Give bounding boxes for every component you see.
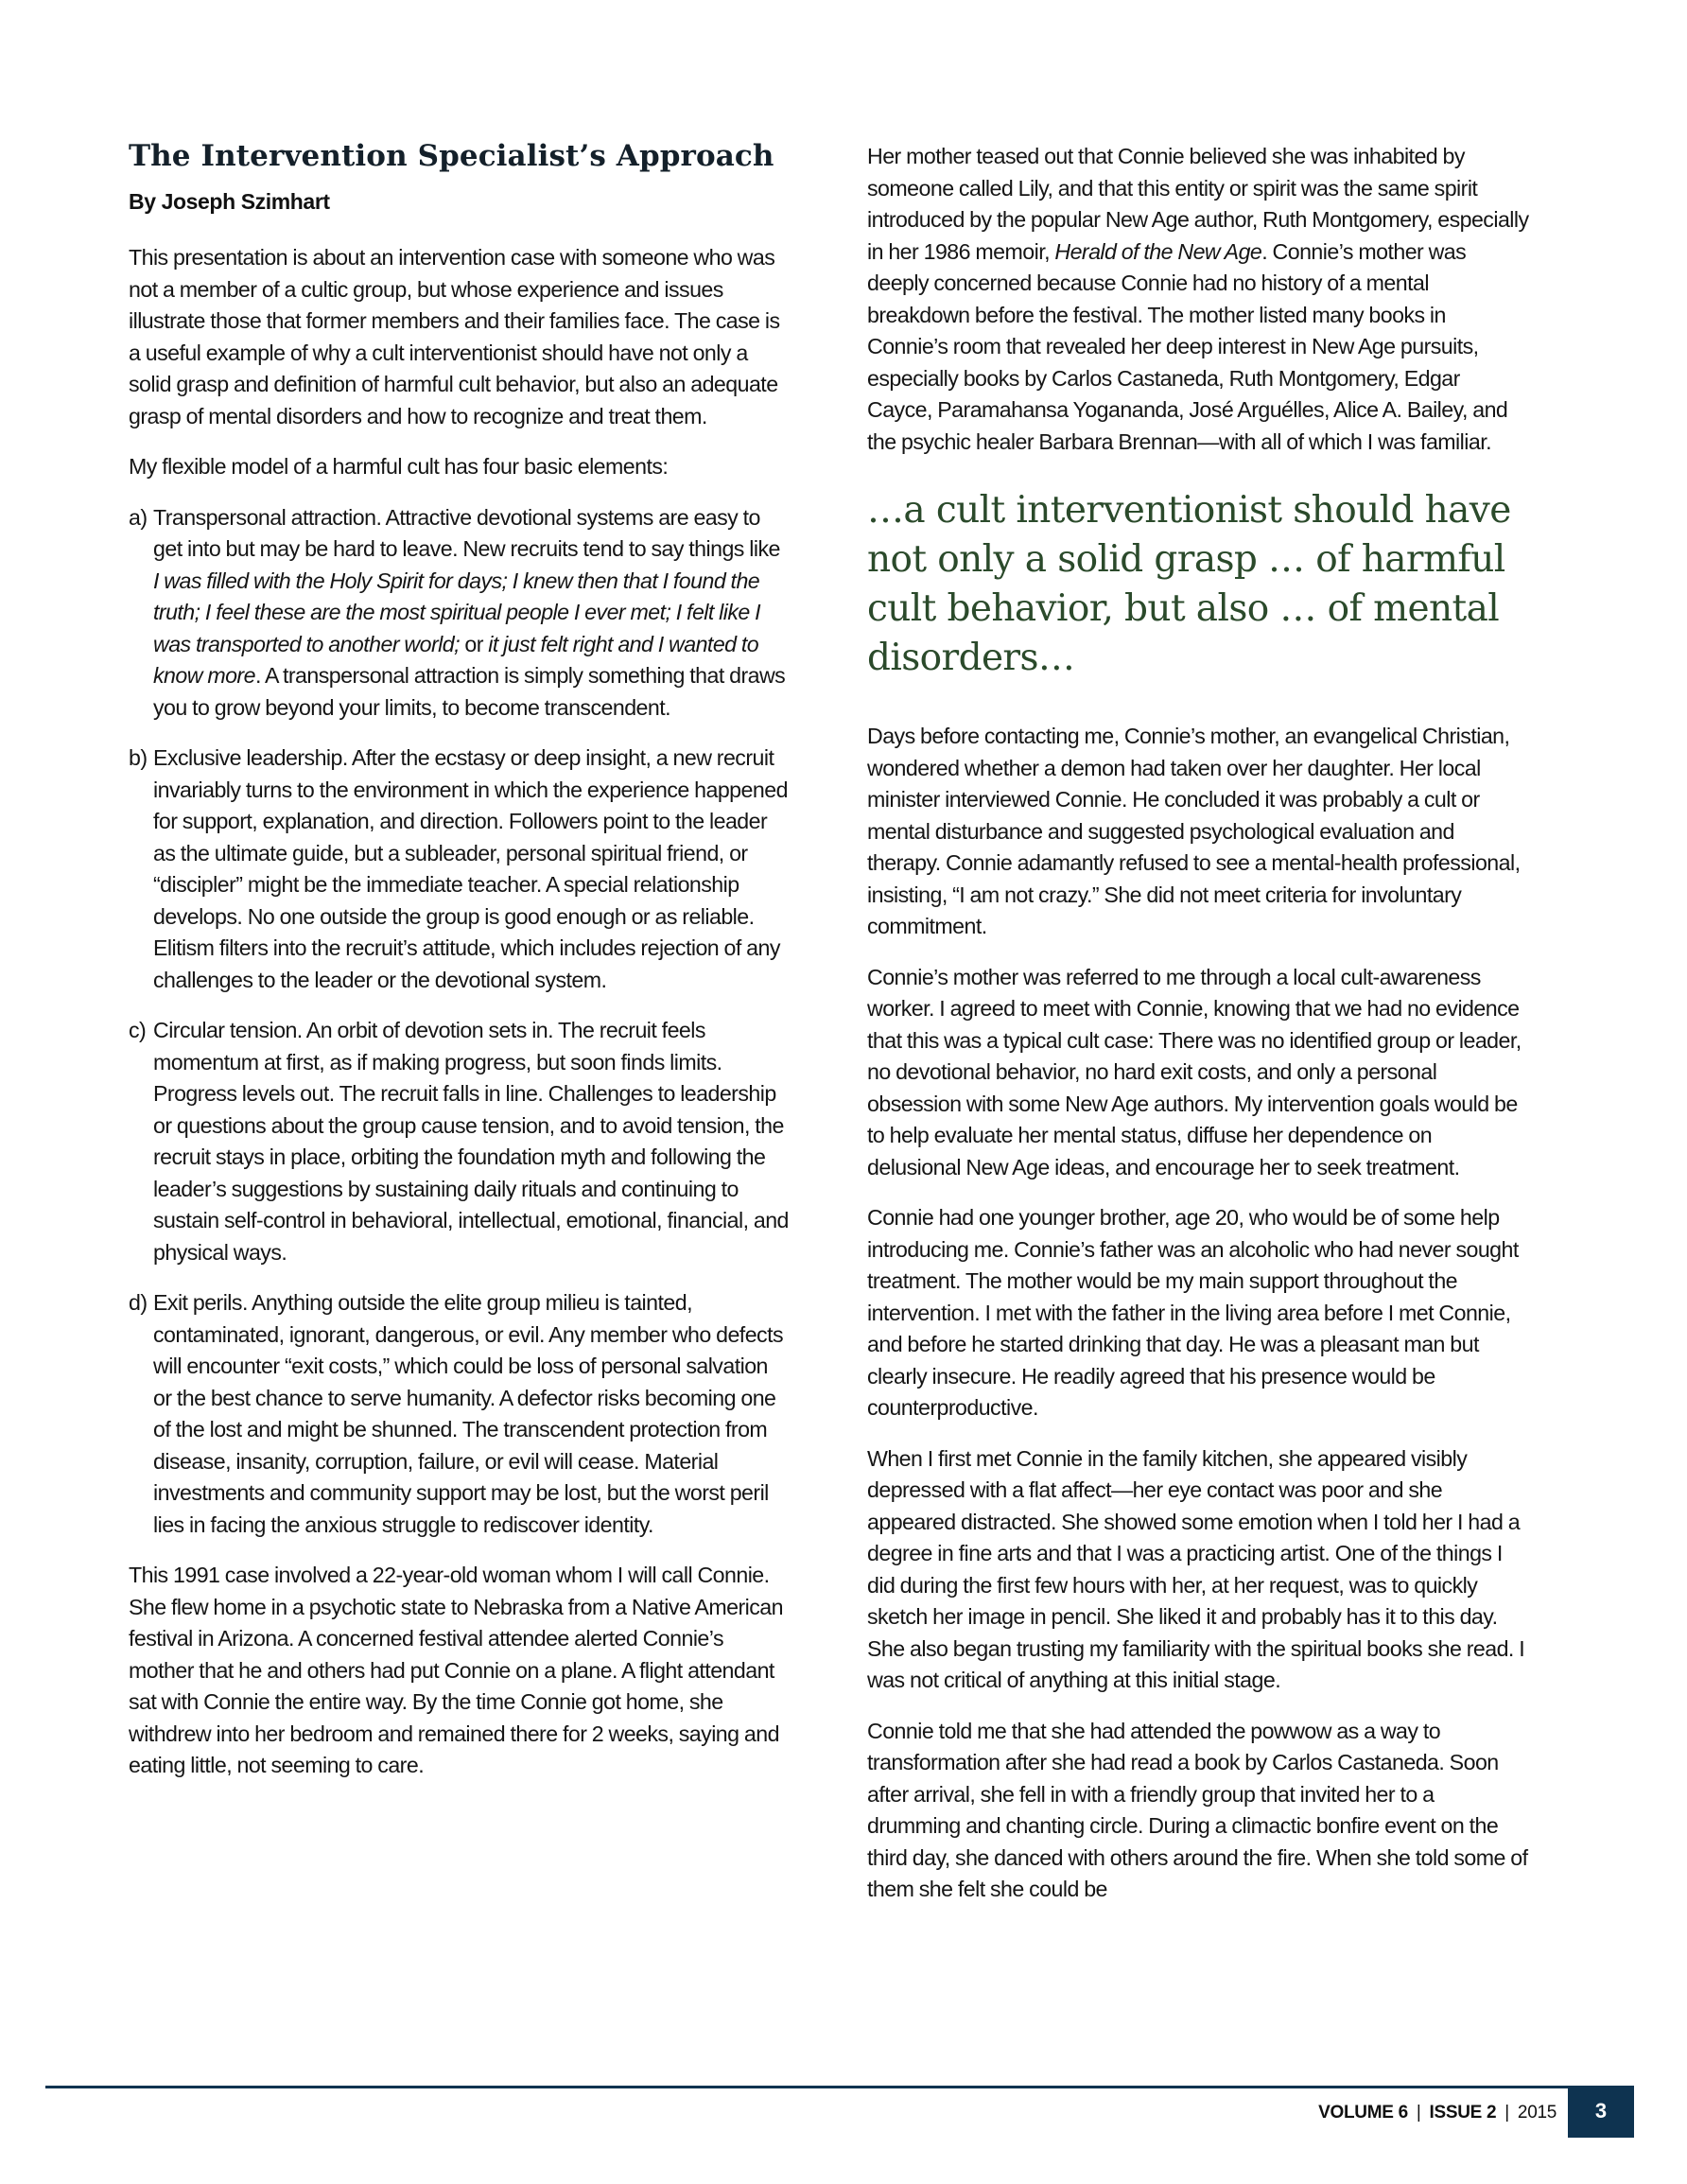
- issue-label: ISSUE 2: [1429, 2103, 1497, 2123]
- page-number: 3: [1568, 2088, 1634, 2138]
- element-d-text: Exit perils. Anything outside the elite group milieu is tainted, contaminated, ignorant, dangerous, or evil. Any member who defects will encounter “exit costs,” which could be loss of personal salvation or the best chance to serve humanity. A defector risks becoming one of the lost and might be shunned. The transcendent protection from disease, insanity, corruption, failure, or evil will cease. Material investments and community support may be lost, but the worst peril lies in facing the anxious struggle to rediscover identity.: [153, 1290, 784, 1537]
- mother-paragraph-text: Her mother teased out that Connie believed she was inhabited by someone called Lily, and that this entity or spirit was the same spirit introduced by the popular New Age author, Ruth Montgomery, especially in her 1986 memoir,: [867, 144, 1529, 264]
- footer-rule: [45, 2086, 1634, 2088]
- element-d: [129, 1287, 791, 1541]
- element-a-text-end: . A transpersonal attraction is simply something that draws you to grow beyond your limits, to become transcendent.: [153, 663, 786, 720]
- mother-paragraph-text-end: . Connie’s mother was deeply concerned because Connie had no history of a mental breakdown before the festival. The mother listed many books in Connie’s room that revealed her deep interest in New Age pursuits, especially books by Carlos Castaneda, Ruth Montgomery, Edgar Cayce, Paramahansa Yogananda, José Arguélles, Alice A. Bailey, and the psychic healer Barbara Brennan—with all of which I was familiar.: [867, 238, 1508, 454]
- list-marker: a): [129, 504, 148, 530]
- element-a: [129, 502, 791, 725]
- element-b-text: Exclusive leadership. After the ecstasy or deep insight, a new recruit invariably turns to the environment in which the experience happened for support, explanation, and direction. Followers point to the leader as the ultimate guide, but a subleader, personal spiritual friend, or “discipler” might be the immediate teacher. A special relationship develops. No one outside the group is good enough or as reliable. Elitism filters into the recruit’s attitude, which includes rejection of any challenges to the leader or the devotional system.: [153, 745, 788, 992]
- left-column: [129, 138, 791, 1801]
- case-intro-paragraph: This 1991 case involved a 22-year-old woman whom I will call Connie. She flew home in a psychotic state to Nebraska from a Native American festival in Arizona. A concerned festival attendee alerted Connie’s mother that he and others had put Connie on a plane. A flight attendant sat with Connie the entire way. By the time Connie got home, she withdrew into her bedroom and remained there for 2 weeks, saying and eating little, not seeming to care.: [129, 1563, 783, 1777]
- list-marker: d): [129, 1290, 148, 1315]
- article-title: The Intervention Specialist’s Approach: [129, 139, 774, 173]
- body-paragraph: Connie’s mother was referred to me through a local cult-awareness worker. I agreed to meet with Connie, knowing that we had no evidence that this was a typical cult case: There was no identified group or leader, no devotional behavior, no hard exit costs, and only a personal obsession with some New Age authors. My intervention goals would be to help evaluate her mental status, diffuse her dependence on delusional New Age ideas, and encourage her to seek treatment.: [867, 964, 1522, 1179]
- list-marker: c): [129, 1018, 147, 1042]
- issue-info: [1318, 2094, 1557, 2132]
- volume-label: VOLUME 6: [1318, 2103, 1408, 2123]
- model-intro-paragraph: My flexible model of a harmful cult has four basic elements:: [129, 454, 669, 479]
- intro-paragraph: This presentation is about an intervention case with someone who was not a member of a cultic group, but whose experience and issues illustrate those that former members and their families face. The case is a useful example of why a cult interventionist should have not only a solid grasp and definition of harmful cult behavior, but also an adequate grasp of mental disorders and how to recognize and treat them.: [129, 245, 780, 428]
- element-a-text-mid: or: [459, 631, 489, 656]
- article-byline: By Joseph Szimhart: [129, 189, 330, 214]
- body-paragraph: Connie told me that she had attended the powwow as a way to transformation after she had read a book by Carlos Castaneda. Soon after arrival, she fell in with a friendly group that invited her to a drumming and chanting circle. During a climactic bonfire event on the third day, she danced with others around the fire. When she told some of them she felt she could be: [867, 1718, 1528, 1901]
- mother-paragraph: [867, 141, 1529, 458]
- element-a-text: Transpersonal attraction. Attractive devotional systems are easy to get into but may be hard to leave. New recruits tend to say things like: [153, 504, 780, 561]
- separator: |: [1504, 2103, 1509, 2123]
- element-c-text: Circular tension. An orbit of devotion sets in. The recruit feels momentum at first, as if making progress, but soon finds limits. Progress levels out. The recruit falls in line. Challenges to leadership or questions about the group cause tension, and to avoid tension, the recruit stays in place, orbiting the foundation myth and following the leader’s suggestions by sustaining daily rituals and continuing to sustain self-control in behavioral, intellectual, emotional, financial, and physical ways.: [153, 1018, 789, 1265]
- element-b: [129, 743, 791, 996]
- list-marker: b): [129, 745, 148, 770]
- body-paragraph: When I first met Connie in the family kitchen, she appeared visibly depressed with a flat affect—her eye contact was poor and she appeared distracted. She showed some emotion when I told her I had a degree in fine arts and that I was a practicing artist. One of the things I did during the first few hours with her, at her request, was to quickly sketch her image in pencil. She liked it and probably has it to this day. She also began trusting my familiarity with the spiritual books she read. I was not critical of anything at this initial stage.: [867, 1445, 1525, 1692]
- body-paragraph: Days before contacting me, Connie’s mother, an evangelical Christian, wondered whether a demon had taken over her daughter. Her local minister interviewed Connie. He concluded it was probably a cult or mental disturbance and suggested psychological evaluation and therapy. Connie adamantly refused to see a mental-health professional, insisting, “I am not crazy.” She did not meet criteria for involuntary commitment.: [867, 724, 1521, 938]
- element-a-quote-1: I was filled with the Holy Spirit for days; I knew then that I found the truth; I feel these are the most spiritual people I ever met; I felt like I was transported to another world;: [153, 568, 761, 656]
- year-label: 2015: [1517, 2103, 1557, 2123]
- body-paragraph: Connie had one younger brother, age 20, who would be of some help introducing me. Connie’s father was an alcoholic who had never sought treatment. The mother would be my main support throughout the intervention. I met with the father in the living area before I met Connie, and before he started drinking that day. He was a pleasant man but clearly insecure. He readily agreed that his presence would be counterproductive.: [867, 1205, 1519, 1420]
- book-title: Herald of the New Age: [1054, 238, 1262, 264]
- pull-quote: …a cult interventionist should have not only a solid grasp … of harmful cult behavior, but also … of mental disorders…: [867, 489, 1511, 679]
- separator: |: [1416, 2103, 1421, 2123]
- element-a-quote-2: it just felt right and I wanted to know more: [153, 631, 759, 688]
- element-c: [129, 1015, 791, 1268]
- right-column: [867, 141, 1529, 1925]
